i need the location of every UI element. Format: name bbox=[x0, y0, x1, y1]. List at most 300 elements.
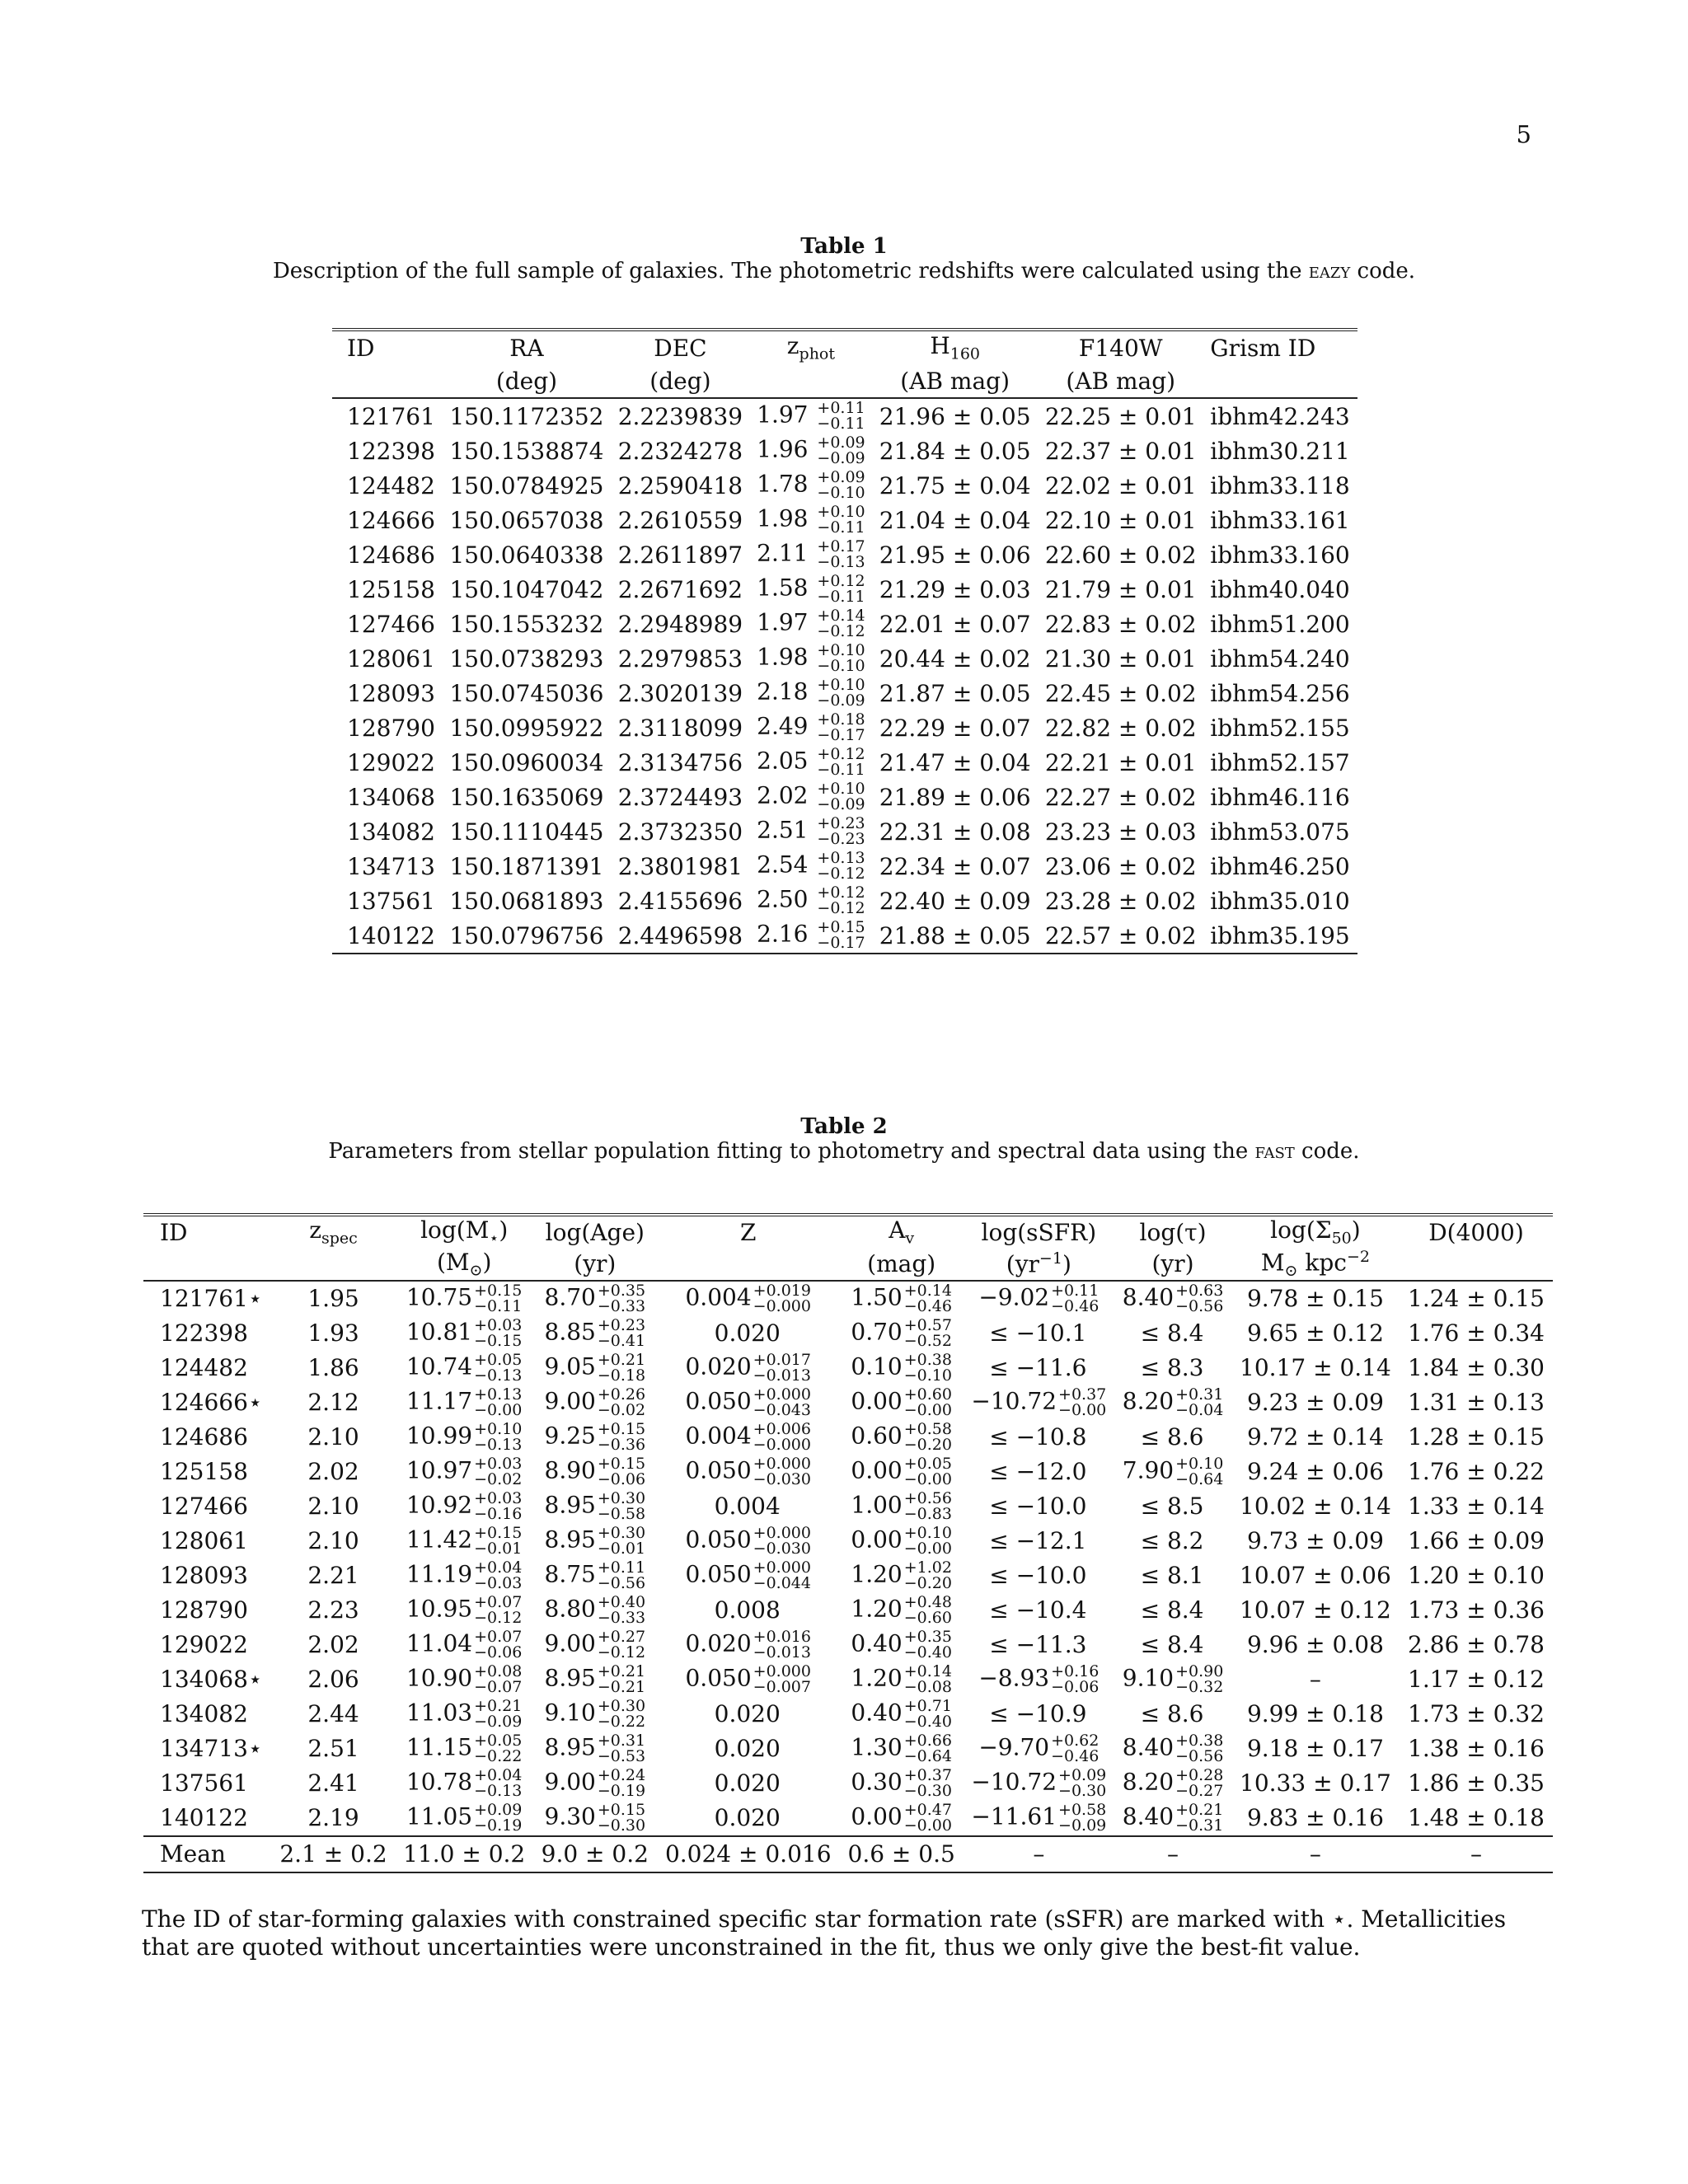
cell-av: 0.00 +0.60 −0.00 bbox=[851, 1385, 952, 1419]
cell-ssfr: ≤ −12.1 bbox=[989, 1527, 1087, 1555]
table-row bbox=[143, 1420, 1553, 1455]
cell-dec: 2.2324278 bbox=[617, 437, 743, 465]
cell-ra: 150.0745036 bbox=[449, 679, 604, 707]
unit-f140w: (AB mag) bbox=[1038, 364, 1203, 398]
cell-grism: ibhm54.256 bbox=[1210, 679, 1350, 707]
cell-f140w: 23.28 ± 0.02 bbox=[1044, 887, 1197, 915]
cell-id: 125158 bbox=[160, 1458, 248, 1486]
cell-mass: 11.17 +0.13 −0.00 bbox=[406, 1385, 523, 1419]
cell-zphot: 2.11 +0.17 −0.13 bbox=[757, 537, 865, 571]
cell-id: 134082 bbox=[160, 1700, 248, 1728]
col-age: log(Age) bbox=[545, 1218, 645, 1246]
table-row bbox=[332, 572, 1357, 607]
cell-mass: 11.05 +0.09 −0.19 bbox=[406, 1800, 523, 1835]
cell-av: 0.30 +0.37 −0.30 bbox=[851, 1765, 952, 1800]
mean-z: 0.024 ± 0.016 bbox=[657, 1836, 840, 1872]
cell-zspec: 2.44 bbox=[307, 1700, 359, 1728]
cell-grism: ibhm42.243 bbox=[1210, 402, 1350, 430]
cell-d4000: 1.76 ± 0.34 bbox=[1408, 1319, 1545, 1347]
cell-h160: 21.04 ± 0.04 bbox=[879, 506, 1031, 534]
cell-id: 137561 bbox=[160, 1769, 248, 1797]
cell-grism: ibhm52.157 bbox=[1210, 748, 1350, 776]
page-number: 5 bbox=[1516, 120, 1531, 148]
cell-sigma: – bbox=[1309, 1666, 1321, 1694]
cell-ssfr: −9.70 +0.62 −0.46 bbox=[978, 1731, 1100, 1765]
cell-h160: 20.44 ± 0.02 bbox=[879, 644, 1031, 673]
cell-metallicity: 0.020 +0.017 −0.013 bbox=[685, 1350, 811, 1385]
cell-ra: 150.0681893 bbox=[449, 887, 604, 915]
cell-sigma: 10.17 ± 0.14 bbox=[1240, 1354, 1391, 1382]
cell-d4000: 1.28 ± 0.15 bbox=[1408, 1423, 1545, 1451]
table1-caption-block bbox=[0, 234, 1688, 284]
cell-ra: 150.1871391 bbox=[449, 852, 604, 880]
table-row bbox=[332, 710, 1357, 745]
col-zspec: $z_{spec}$ bbox=[309, 1216, 358, 1248]
table-row bbox=[332, 918, 1357, 954]
cell-age: 9.00 +0.27 −0.12 bbox=[544, 1627, 646, 1661]
cell-metallicity: 0.004 +0.019 −0.000 bbox=[685, 1281, 811, 1315]
table-row bbox=[332, 468, 1357, 503]
cell-ra: 150.0657038 bbox=[449, 506, 604, 534]
cell-zspec: 2.19 bbox=[307, 1804, 359, 1832]
cell-id: 128790 bbox=[347, 714, 435, 742]
col-tau: log(τ) bbox=[1139, 1218, 1207, 1246]
cell-zspec: 2.02 bbox=[307, 1631, 359, 1659]
cell-id: 137561 bbox=[347, 887, 435, 915]
col-mass: $\log(M_⋆)$ bbox=[420, 1216, 509, 1248]
cell-zphot: 2.02 +0.10 −0.09 bbox=[757, 780, 865, 813]
cell-av: 0.60 +0.58 −0.20 bbox=[851, 1419, 952, 1454]
cell-tau: ≤ 8.4 bbox=[1140, 1631, 1204, 1659]
cell-age: 8.85 +0.23 −0.41 bbox=[544, 1315, 646, 1350]
cell-dec: 2.4496598 bbox=[617, 921, 743, 949]
mean-mass: 11.0 ± 0.2 bbox=[395, 1836, 533, 1872]
table-row bbox=[332, 745, 1357, 780]
cell-h160: 21.89 ± 0.06 bbox=[879, 783, 1031, 811]
cell-h160: 21.47 ± 0.04 bbox=[879, 748, 1031, 776]
cell-ra: 150.1172352 bbox=[449, 402, 604, 430]
table2 bbox=[143, 1213, 1553, 1873]
cell-age: 9.10 +0.30 −0.22 bbox=[544, 1696, 646, 1731]
cell-f140w: 22.02 ± 0.01 bbox=[1044, 471, 1197, 499]
cell-tau: ≤ 8.1 bbox=[1140, 1562, 1204, 1590]
col-av: $A_v$ bbox=[889, 1216, 915, 1248]
cell-h160: 22.40 ± 0.09 bbox=[879, 887, 1031, 915]
cell-h160: 21.87 ± 0.05 bbox=[879, 679, 1031, 707]
cell-d4000: 1.73 ± 0.32 bbox=[1408, 1700, 1545, 1728]
cell-metallicity: 0.004 +0.006 −0.000 bbox=[685, 1419, 811, 1454]
cell-av: 0.70 +0.57 −0.52 bbox=[851, 1315, 952, 1350]
cell-av: 0.40 +0.71 −0.40 bbox=[851, 1696, 952, 1731]
cell-dec: 2.3118099 bbox=[617, 714, 743, 742]
cell-id: 122398 bbox=[347, 437, 435, 465]
cell-grism: ibhm51.200 bbox=[1210, 610, 1350, 638]
cell-metallicity: 0.020 bbox=[714, 1735, 781, 1763]
cell-zphot: 1.96 +0.09 −0.09 bbox=[757, 434, 865, 467]
cell-grism: ibhm33.118 bbox=[1210, 471, 1350, 499]
cell-mass: 10.92 +0.03 −0.16 bbox=[406, 1488, 523, 1523]
cell-id: 140122 bbox=[347, 921, 435, 949]
cell-f140w: 22.60 ± 0.02 bbox=[1044, 541, 1197, 569]
col-zphot: $z_{phot}$ bbox=[786, 332, 836, 363]
table-row bbox=[332, 849, 1357, 883]
cell-zphot: 1.97 +0.14 −0.12 bbox=[757, 607, 865, 640]
cell-ssfr: ≤ −11.3 bbox=[989, 1631, 1087, 1659]
cell-zspec: 2.06 bbox=[307, 1666, 359, 1694]
cell-zspec: 1.93 bbox=[307, 1319, 359, 1347]
cell-metallicity: 0.020 bbox=[714, 1319, 781, 1347]
cell-f140w: 22.45 ± 0.02 bbox=[1044, 679, 1197, 707]
table2-caption-block bbox=[0, 1114, 1688, 1164]
cell-ra: 150.1553232 bbox=[449, 610, 604, 638]
cell-av: 1.50 +0.14 −0.46 bbox=[851, 1281, 952, 1315]
cell-dec: 2.2948989 bbox=[617, 610, 743, 638]
cell-sigma: 9.23 ± 0.09 bbox=[1246, 1389, 1384, 1417]
table1-title: Table 1 bbox=[800, 234, 888, 259]
cell-metallicity: 0.050 +0.000 −0.007 bbox=[685, 1661, 811, 1696]
col-id: ID bbox=[347, 334, 375, 362]
cell-age: 8.95 +0.31 −0.53 bbox=[544, 1731, 646, 1765]
table-row bbox=[143, 1316, 1553, 1351]
cell-f140w: 21.30 ± 0.01 bbox=[1044, 644, 1197, 673]
table2-header-row bbox=[143, 1215, 1553, 1248]
table-row bbox=[143, 1766, 1553, 1801]
cell-h160: 21.88 ± 0.05 bbox=[879, 921, 1031, 949]
cell-zphot: 2.05 +0.12 −0.11 bbox=[757, 745, 865, 779]
cell-zspec: 2.23 bbox=[307, 1596, 359, 1624]
cell-mass: 10.75 +0.15 −0.11 bbox=[406, 1281, 523, 1315]
cell-ssfr: ≤ −10.1 bbox=[989, 1319, 1087, 1347]
table-row bbox=[332, 814, 1357, 849]
cell-mass: 11.15 +0.05 −0.22 bbox=[406, 1731, 523, 1765]
cell-h160: 22.01 ± 0.07 bbox=[879, 610, 1031, 638]
table-row bbox=[143, 1732, 1553, 1766]
cell-av: 1.30 +0.66 −0.64 bbox=[851, 1731, 952, 1765]
cell-zspec: 2.41 bbox=[307, 1769, 359, 1797]
cell-tau: ≤ 8.3 bbox=[1140, 1354, 1204, 1382]
unit-dec: (deg) bbox=[611, 364, 750, 398]
cell-ssfr: ≤ −10.0 bbox=[989, 1493, 1087, 1521]
cell-age: 9.00 +0.26 −0.02 bbox=[544, 1385, 646, 1419]
cell-h160: 21.29 ± 0.03 bbox=[879, 575, 1031, 603]
table1-caption: Description of the full sample of galaxies. The photometric redshifts were calculated using the eazy code. bbox=[272, 259, 1416, 284]
cell-age: 8.70 +0.35 −0.33 bbox=[544, 1281, 646, 1315]
table-row bbox=[332, 434, 1357, 468]
table2-units-row bbox=[143, 1248, 1553, 1281]
cell-grism: ibhm35.010 bbox=[1210, 887, 1350, 915]
cell-av: 1.20 +0.48 −0.60 bbox=[851, 1592, 952, 1627]
cell-mass: 10.97 +0.03 −0.02 bbox=[406, 1454, 523, 1488]
cell-f140w: 22.82 ± 0.02 bbox=[1044, 714, 1197, 742]
cell-zphot: 2.16 +0.15 −0.17 bbox=[757, 918, 865, 952]
table-row bbox=[332, 883, 1357, 918]
cell-sigma: 9.72 ± 0.14 bbox=[1246, 1423, 1384, 1451]
cell-dec: 2.3724493 bbox=[617, 783, 743, 811]
cell-metallicity: 0.050 +0.000 −0.043 bbox=[685, 1385, 811, 1419]
cell-av: 1.00 +0.56 −0.83 bbox=[851, 1488, 952, 1523]
unit-h160: (AB mag) bbox=[872, 364, 1038, 398]
cell-metallicity: 0.020 bbox=[714, 1804, 781, 1832]
cell-d4000: 1.84 ± 0.30 bbox=[1408, 1354, 1545, 1382]
cell-grism: ibhm52.155 bbox=[1210, 714, 1350, 742]
cell-sigma: 9.65 ± 0.12 bbox=[1246, 1319, 1384, 1347]
cell-h160: 21.84 ± 0.05 bbox=[879, 437, 1031, 465]
cell-sigma: 10.33 ± 0.17 bbox=[1240, 1769, 1391, 1797]
col-grism: Grism ID bbox=[1210, 334, 1316, 362]
cell-ssfr: ≤ −10.8 bbox=[989, 1423, 1087, 1451]
table-row bbox=[143, 1455, 1553, 1489]
col-sigma: $\log(\Sigma_{50})$ bbox=[1270, 1216, 1361, 1248]
cell-ra: 150.1047042 bbox=[449, 575, 604, 603]
cell-grism: ibhm54.240 bbox=[1210, 644, 1350, 673]
cell-id: 128093 bbox=[160, 1562, 248, 1590]
cell-dec: 2.3020139 bbox=[617, 679, 743, 707]
cell-sigma: 9.73 ± 0.09 bbox=[1246, 1527, 1384, 1555]
cell-ra: 150.0995922 bbox=[449, 714, 604, 742]
cell-d4000: 1.17 ± 0.12 bbox=[1408, 1666, 1545, 1694]
cell-id: 128061 bbox=[160, 1527, 248, 1555]
cell-dec: 2.2590418 bbox=[617, 471, 743, 499]
cell-tau: 8.20 +0.28 −0.27 bbox=[1122, 1765, 1224, 1800]
cell-ssfr: ≤ −11.6 bbox=[989, 1354, 1087, 1382]
cell-zphot: 2.49 +0.18 −0.17 bbox=[757, 710, 865, 744]
cell-id: 124666 bbox=[347, 506, 435, 534]
cell-id: 134713⋆ bbox=[160, 1735, 263, 1763]
cell-id: 129022 bbox=[347, 748, 435, 776]
cell-mass: 10.99 +0.10 −0.13 bbox=[406, 1419, 523, 1454]
cell-id: 124686 bbox=[347, 541, 435, 569]
cell-d4000: 1.31 ± 0.13 bbox=[1408, 1389, 1545, 1417]
table1-header-row bbox=[332, 330, 1357, 364]
cell-av: 1.20 +0.14 −0.08 bbox=[851, 1661, 952, 1696]
cell-age: 9.25 +0.15 −0.36 bbox=[544, 1419, 646, 1454]
cell-sigma: 9.83 ± 0.16 bbox=[1246, 1804, 1384, 1832]
cell-tau: ≤ 8.2 bbox=[1140, 1527, 1204, 1555]
unit-tau: (yr) bbox=[1114, 1248, 1231, 1281]
unit-age: (yr) bbox=[533, 1248, 657, 1281]
cell-sigma: 10.07 ± 0.06 bbox=[1240, 1562, 1391, 1590]
cell-f140w: 23.06 ± 0.02 bbox=[1044, 852, 1197, 880]
cell-zphot: 1.78 +0.09 −0.10 bbox=[757, 468, 865, 502]
cell-id: 134068⋆ bbox=[160, 1666, 263, 1694]
cell-f140w: 22.21 ± 0.01 bbox=[1044, 748, 1197, 776]
cell-metallicity: 0.008 bbox=[714, 1596, 781, 1624]
cell-zspec: 2.02 bbox=[307, 1458, 359, 1486]
mean-label: Mean bbox=[143, 1836, 272, 1872]
cell-av: 0.40 +0.35 −0.40 bbox=[851, 1627, 952, 1661]
cell-age: 8.80 +0.40 −0.33 bbox=[544, 1592, 646, 1627]
cell-id: 121761⋆ bbox=[160, 1285, 263, 1313]
cell-h160: 21.96 ± 0.05 bbox=[879, 402, 1031, 430]
cell-av: 0.00 +0.47 −0.00 bbox=[851, 1800, 952, 1835]
cell-age: 9.05 +0.21 −0.18 bbox=[544, 1350, 646, 1385]
cell-h160: 22.29 ± 0.07 bbox=[879, 714, 1031, 742]
cell-h160: 22.34 ± 0.07 bbox=[879, 852, 1031, 880]
cell-id: 128790 bbox=[160, 1596, 248, 1624]
cell-age: 8.95 +0.30 −0.01 bbox=[544, 1523, 646, 1558]
cell-zphot: 2.51 +0.23 −0.23 bbox=[757, 814, 865, 848]
cell-zspec: 2.12 bbox=[307, 1389, 359, 1417]
table-row bbox=[332, 503, 1357, 537]
cell-zphot: 1.58 +0.12 −0.11 bbox=[757, 572, 865, 606]
cell-mass: 11.03 +0.21 −0.09 bbox=[406, 1696, 523, 1731]
table-row bbox=[143, 1558, 1553, 1593]
cell-id: 128061 bbox=[347, 644, 435, 673]
mean-age: 9.0 ± 0.2 bbox=[533, 1836, 657, 1872]
cell-f140w: 22.25 ± 0.01 bbox=[1044, 402, 1197, 430]
cell-grism: ibhm30.211 bbox=[1210, 437, 1350, 465]
cell-zphot: 2.50 +0.12 −0.12 bbox=[757, 883, 865, 917]
cell-metallicity: 0.020 bbox=[714, 1769, 781, 1797]
cell-f140w: 23.23 ± 0.03 bbox=[1044, 818, 1197, 846]
cell-av: 0.00 +0.10 −0.00 bbox=[851, 1523, 952, 1558]
table-row bbox=[143, 1593, 1553, 1628]
cell-dec: 2.2611897 bbox=[617, 541, 743, 569]
cell-zspec: 1.86 bbox=[307, 1354, 359, 1382]
cell-dec: 2.3134756 bbox=[617, 748, 743, 776]
cell-dec: 2.4155696 bbox=[617, 887, 743, 915]
cell-metallicity: 0.050 +0.000 −0.030 bbox=[685, 1454, 811, 1488]
cell-d4000: 1.73 ± 0.36 bbox=[1408, 1596, 1545, 1624]
cell-tau: 8.20 +0.31 −0.04 bbox=[1122, 1385, 1224, 1419]
cell-tau: 9.10 +0.90 −0.32 bbox=[1122, 1661, 1224, 1696]
unit-ssfr: $(yr^{-1})$ bbox=[963, 1248, 1114, 1281]
cell-dec: 2.2671692 bbox=[617, 575, 743, 603]
col-ssfr: log(sSFR) bbox=[981, 1218, 1097, 1246]
table-row bbox=[143, 1662, 1553, 1697]
cell-f140w: 22.37 ± 0.01 bbox=[1044, 437, 1197, 465]
cell-metallicity: 0.020 bbox=[714, 1700, 781, 1728]
col-f140w: F140W bbox=[1078, 334, 1163, 362]
cell-tau: 7.90 +0.10 −0.64 bbox=[1122, 1454, 1224, 1488]
col-id: ID bbox=[160, 1218, 188, 1246]
cell-age: 9.30 +0.15 −0.30 bbox=[544, 1800, 646, 1835]
cell-tau: ≤ 8.5 bbox=[1140, 1493, 1204, 1521]
cell-av: 0.10 +0.38 −0.10 bbox=[851, 1350, 952, 1385]
cell-ra: 150.0784925 bbox=[449, 471, 604, 499]
cell-id: 124482 bbox=[347, 471, 435, 499]
cell-ssfr: −11.61 +0.58 −0.09 bbox=[971, 1800, 1107, 1835]
cell-f140w: 22.27 ± 0.02 bbox=[1044, 783, 1197, 811]
cell-dec: 2.2239839 bbox=[617, 402, 743, 430]
cell-grism: ibhm46.116 bbox=[1210, 783, 1350, 811]
unit-mass: $(M_⊙)$ bbox=[395, 1248, 533, 1281]
table-row bbox=[143, 1697, 1553, 1732]
cell-zphot: 1.98 +0.10 −0.10 bbox=[757, 641, 865, 675]
cell-h160: 22.31 ± 0.08 bbox=[879, 818, 1031, 846]
col-metallicity: Z bbox=[740, 1218, 757, 1246]
cell-d4000: 1.76 ± 0.22 bbox=[1408, 1458, 1545, 1486]
cell-ra: 150.0796756 bbox=[449, 921, 604, 949]
cell-age: 8.95 +0.21 −0.21 bbox=[544, 1661, 646, 1696]
cell-zspec: 2.10 bbox=[307, 1423, 359, 1451]
table-row bbox=[143, 1351, 1553, 1385]
cell-id: 122398 bbox=[160, 1319, 248, 1347]
table2-caption: Parameters from stellar population fitting to photometry and spectral data using the fast code. bbox=[328, 1139, 1360, 1164]
cell-ra: 150.0738293 bbox=[449, 644, 604, 673]
cell-sigma: 9.78 ± 0.15 bbox=[1246, 1285, 1384, 1313]
cell-zphot: 1.98 +0.10 −0.11 bbox=[757, 503, 865, 537]
cell-grism: ibhm46.250 bbox=[1210, 852, 1350, 880]
mean-tau: – bbox=[1114, 1836, 1231, 1872]
cell-zspec: 2.51 bbox=[307, 1735, 359, 1763]
table2-footnote: The ID of star-forming galaxies with constrained specific star formation rate (sSFR) are marked with ⋆. Metallicities that are quoted without uncertainties were unconstrained in the fit, thus we only give the best-fit value. bbox=[142, 1905, 1507, 1961]
col-d4000: D(4000) bbox=[1428, 1218, 1524, 1246]
cell-id: 140122 bbox=[160, 1804, 248, 1832]
cell-id: 128093 bbox=[347, 679, 435, 707]
cell-zphot: 1.97 +0.11 −0.11 bbox=[757, 399, 865, 433]
cell-d4000: 1.20 ± 0.10 bbox=[1408, 1562, 1545, 1590]
cell-f140w: 22.83 ± 0.02 bbox=[1044, 610, 1197, 638]
cell-ssfr: −10.72 +0.37 −0.00 bbox=[971, 1385, 1107, 1419]
cell-d4000: 1.38 ± 0.16 bbox=[1408, 1735, 1545, 1763]
cell-ra: 150.1538874 bbox=[449, 437, 604, 465]
cell-ssfr: ≤ −12.0 bbox=[989, 1458, 1087, 1486]
cell-zspec: 2.10 bbox=[307, 1527, 359, 1555]
unit-av: (mag) bbox=[840, 1248, 964, 1281]
cell-mass: 10.95 +0.07 −0.12 bbox=[406, 1592, 523, 1627]
cell-ssfr: −9.02 +0.11 −0.46 bbox=[978, 1281, 1100, 1315]
col-ra: RA bbox=[509, 334, 544, 362]
table-row bbox=[143, 1281, 1553, 1316]
cell-id: 134068 bbox=[347, 783, 435, 811]
cell-ra: 150.0640338 bbox=[449, 541, 604, 569]
table-row bbox=[143, 1524, 1553, 1558]
col-dec: DEC bbox=[654, 334, 707, 362]
mean-sigma: – bbox=[1231, 1836, 1400, 1872]
cell-ra: 150.1110445 bbox=[449, 818, 604, 846]
table2-title: Table 2 bbox=[800, 1114, 888, 1139]
cell-ssfr: ≤ −10.9 bbox=[989, 1700, 1087, 1728]
cell-age: 8.95 +0.30 −0.58 bbox=[544, 1488, 646, 1523]
cell-tau: 8.40 +0.38 −0.56 bbox=[1122, 1731, 1224, 1765]
cell-sigma: 9.18 ± 0.17 bbox=[1246, 1735, 1384, 1763]
cell-ssfr: −8.93 +0.16 −0.06 bbox=[978, 1661, 1100, 1696]
table1 bbox=[332, 328, 1357, 954]
unit-sigma: $M_⊙$ kpc$^{-2}$ bbox=[1231, 1248, 1400, 1281]
cell-ra: 150.0960034 bbox=[449, 748, 604, 776]
table-row bbox=[332, 537, 1357, 572]
cell-grism: ibhm53.075 bbox=[1210, 818, 1350, 846]
cell-tau: 8.40 +0.63 −0.56 bbox=[1122, 1281, 1224, 1315]
cell-grism: ibhm33.161 bbox=[1210, 506, 1350, 534]
cell-mass: 11.42 +0.15 −0.01 bbox=[406, 1523, 523, 1558]
cell-ssfr: ≤ −10.0 bbox=[989, 1562, 1087, 1590]
cell-tau: ≤ 8.4 bbox=[1140, 1319, 1204, 1347]
cell-id: 121761 bbox=[347, 402, 435, 430]
cell-dec: 2.2610559 bbox=[617, 506, 743, 534]
cell-f140w: 22.10 ± 0.01 bbox=[1044, 506, 1197, 534]
cell-sigma: 10.02 ± 0.14 bbox=[1240, 1493, 1391, 1521]
table-row bbox=[143, 1385, 1553, 1420]
cell-zspec: 2.21 bbox=[307, 1562, 359, 1590]
table-row bbox=[332, 676, 1357, 710]
cell-id: 134082 bbox=[347, 818, 435, 846]
cell-tau: ≤ 8.6 bbox=[1140, 1423, 1204, 1451]
cell-mass: 10.81 +0.03 −0.15 bbox=[406, 1315, 523, 1350]
cell-d4000: 2.86 ± 0.78 bbox=[1408, 1631, 1545, 1659]
mean-ssfr: – bbox=[963, 1836, 1114, 1872]
cell-dec: 2.2979853 bbox=[617, 644, 743, 673]
cell-d4000: 1.86 ± 0.35 bbox=[1408, 1769, 1545, 1797]
table-row bbox=[332, 398, 1357, 434]
cell-grism: ibhm33.160 bbox=[1210, 541, 1350, 569]
table-row bbox=[332, 780, 1357, 814]
mean-row bbox=[143, 1836, 1553, 1872]
table-row bbox=[143, 1489, 1553, 1524]
cell-h160: 21.95 ± 0.06 bbox=[879, 541, 1031, 569]
cell-id: 127466 bbox=[347, 610, 435, 638]
